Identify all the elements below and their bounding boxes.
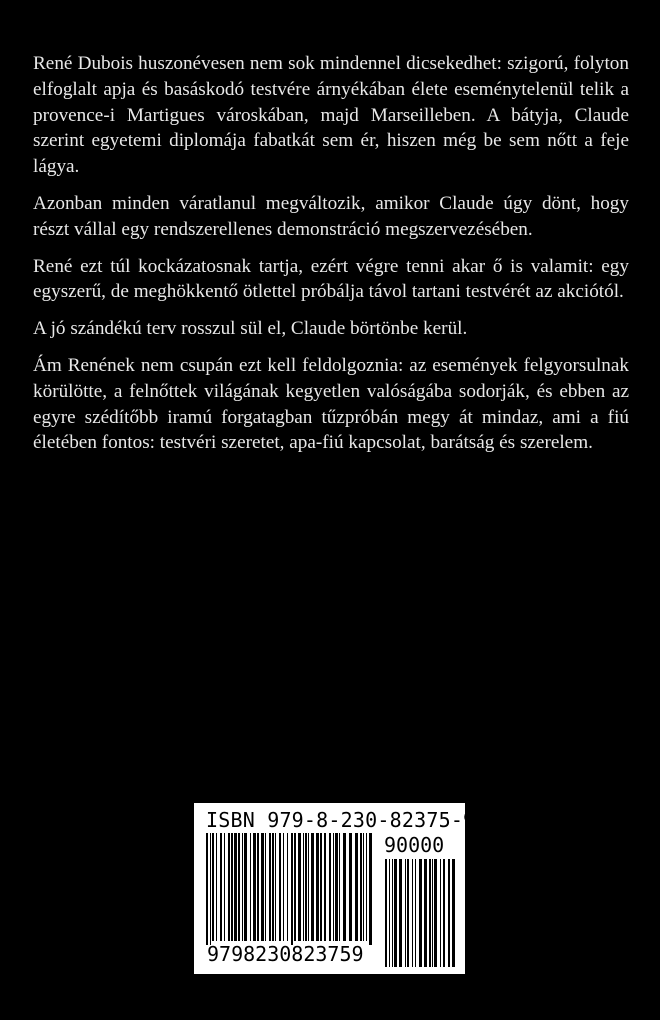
isbn-label: ISBN 979-8-230-82375-9 xyxy=(206,808,476,832)
blurb-paragraph-3: René ezt túl kockázatosnak tartja, ezért végre tenni akar ő is valamit: egy egyszerű, de meghökkentő ötlettel próbálja távol tartani testvérét az akciótól. xyxy=(33,255,629,303)
blurb-paragraph-1: René Dubois huszonévesen nem sok mindennel dicsekedhet: szigorú, folyton elfoglalt apja és basáskodó testvére árnyékában élete eseménytelenül telik a provence-i Martigues városkában, majd Marseilleben. A bátyja, Claude szerint egyetemi diplomája fabatkát sem ér, hiszen még be sem nőtt a feje lágya. xyxy=(33,53,629,178)
price-addon-code: 90000 xyxy=(384,833,445,857)
blurb-paragraph-4: A jó szándékú terv rosszul sül el, Claude börtönbe kerül. xyxy=(33,318,468,340)
ean-digits: 9798230823759 xyxy=(207,942,364,966)
back-cover-blurb xyxy=(33,51,629,467)
blurb-paragraph-2: Azonban minden váratlanul megváltozik, amikor Claude úgy dönt, hogy részt vállal egy rendszerellenes demonstráció megszervezésében. xyxy=(33,192,629,240)
addon-barcode xyxy=(384,859,456,967)
blurb-paragraph-5: Ám Renének nem csupán ezt kell feldolgoznia: az események felgyorsulnak körülötte, a felnőttek világának kegyetlen valóságába sodorják, és ebben az egyre szédítőbb iramú forgatagban tűzpróbán megy át mindaz, ami a fiú életében fontos: testvéri szeretet, apa-fiú kapcsolat, barátság és szerelem. xyxy=(33,354,629,454)
ean13-barcode xyxy=(205,833,375,945)
isbn-barcode-block xyxy=(194,803,476,974)
